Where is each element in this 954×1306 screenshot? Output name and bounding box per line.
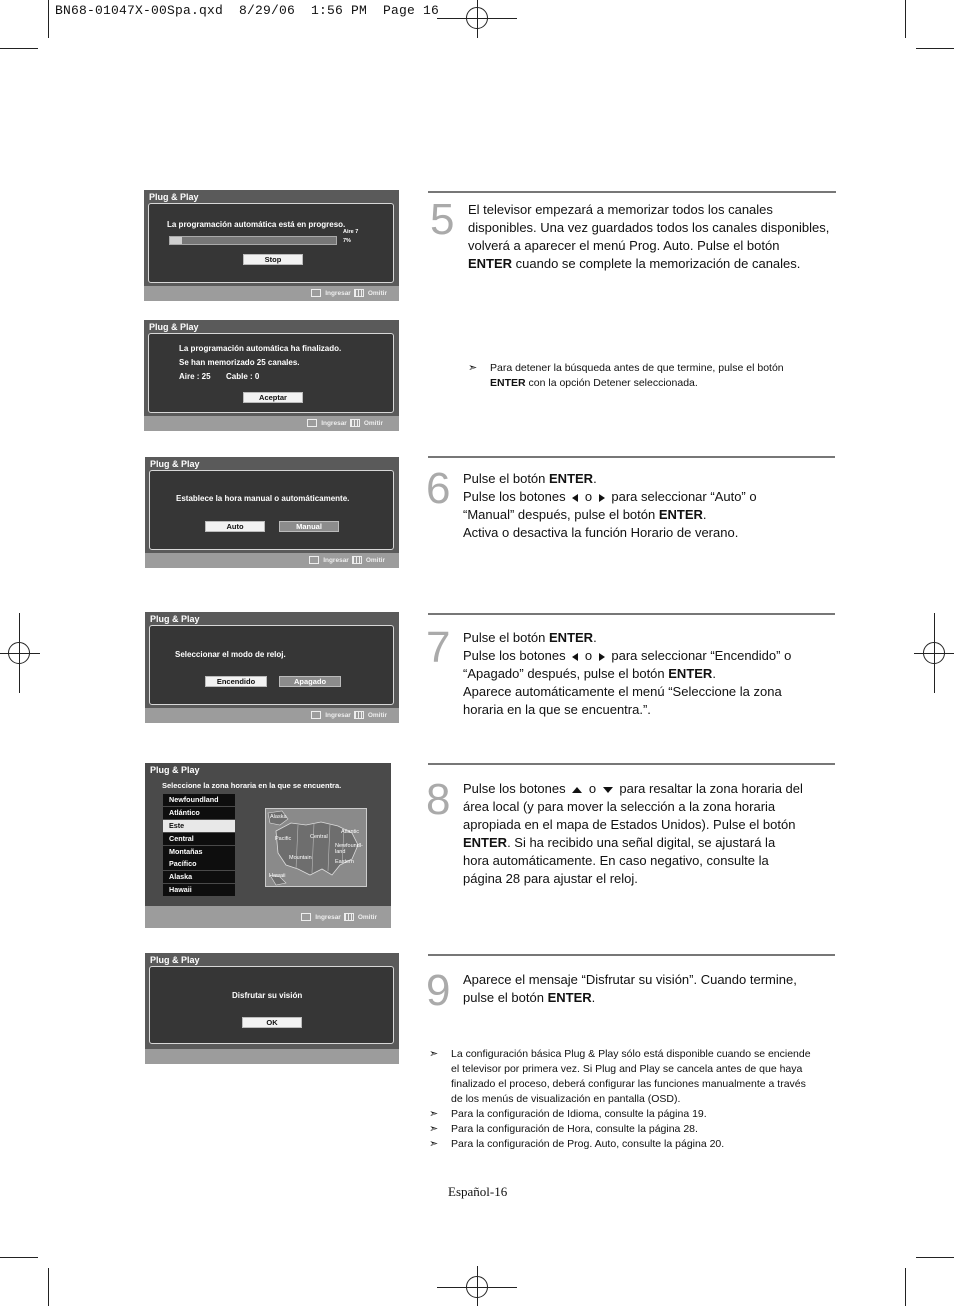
enter-label: Ingresar: [325, 711, 351, 719]
note-arrow-icon: ➣: [468, 362, 478, 374]
enter-icon: [309, 556, 319, 564]
osd-title: Plug & Play: [150, 765, 200, 775]
map-label-pacific: Pacific: [275, 836, 292, 842]
stop-button[interactable]: Stop: [243, 254, 303, 265]
auto-button[interactable]: Auto: [205, 521, 265, 532]
skip-label: Omitir: [357, 913, 377, 921]
timezone-item[interactable]: Atlántico: [163, 807, 235, 819]
right-arrow-icon: [599, 494, 605, 502]
timezone-item[interactable]: Montañas: [163, 846, 235, 858]
menu-icon: [354, 711, 364, 719]
osd-footer: [145, 553, 399, 568]
osd-footer: [145, 906, 391, 928]
ok-button[interactable]: OK: [242, 1017, 302, 1028]
us-timezone-map[interactable]: [265, 808, 367, 887]
note-item: ➣ Para la configuración de Prog. Auto, consulte la página 20.: [429, 1138, 725, 1150]
step9-text: Aparece el mensaje “Disfrutar su visión”. Cuando termine, pulse el botón ENTER.: [463, 972, 797, 1005]
step-number: 5: [430, 195, 455, 244]
manual-button[interactable]: Manual: [279, 521, 339, 532]
up-arrow-icon: [572, 787, 582, 793]
enter-icon: [307, 419, 317, 427]
timezone-item[interactable]: Hawaii: [163, 884, 235, 896]
enter-label: Ingresar: [325, 289, 351, 297]
osd-title: Plug & Play: [150, 955, 200, 965]
note-arrow-icon: ➣: [429, 1048, 439, 1060]
accept-button[interactable]: Aceptar: [243, 392, 303, 403]
osd-title: Plug & Play: [149, 322, 199, 332]
osd-screen-autoprogram-progress: [144, 190, 399, 301]
channel-label: Aire 7: [343, 229, 359, 235]
map-label-eastern: Eastern: [335, 859, 354, 865]
page-number: Español-16: [448, 1184, 508, 1199]
timezone-message: Seleccione la zona horaria en la que se encuentra.: [162, 781, 342, 790]
general-notes: [429, 1047, 839, 1152]
note-item: ➣ Para la configuración de Hora, consulte la página 28.: [429, 1123, 698, 1135]
note-arrow-icon: ➣: [429, 1123, 439, 1135]
cable-count: Cable : 0: [226, 372, 260, 381]
enter-icon: [311, 711, 321, 719]
menu-icon: [344, 913, 354, 921]
step8-text: Pulse los botones o para resaltar la zona horaria del área local (y para mover la selección a la zona horaria apropiada en el mapa de Estados Unidos). Pulse el botón ENTER. Si ha recibido una señal digital, se ajustará la hora automáticamente. En caso negativo, consulte la página 28 para ajustar el reloj.: [463, 781, 803, 886]
menu-icon: [352, 556, 362, 564]
note-item: ➣ Para la configuración de Idioma, consulte la página 19.: [429, 1108, 707, 1120]
menu-icon: [354, 289, 364, 297]
right-arrow-icon: [599, 653, 605, 661]
enter-label: Ingresar: [323, 556, 349, 564]
note-item: ➣ La configuración básica Plug & Play sólo está disponible cuando se enciende el televisor por primera vez. Si Plug and Play se cancela antes de que haya finalizado el proceso, deberá configurar las funciones manualmente a través de los menús de visualización en pantalla (OSD).: [429, 1048, 811, 1105]
finished-line1: La programación automática ha finalizado.: [179, 344, 342, 353]
time-mode-message: Establece la hora manual o automáticamente.: [176, 494, 350, 503]
skip-label: Omitir: [363, 419, 383, 427]
divider-step8: [428, 763, 835, 765]
osd-title: Plug & Play: [150, 459, 200, 469]
map-label-mountain: Mountain: [289, 855, 312, 861]
step5-note: ➣ Para detener la búsqueda antes de que termine, pulse el botón ENTER con la opción Detener seleccionada.: [468, 362, 784, 389]
enjoy-message: Disfrutar su visión: [232, 991, 303, 1000]
left-arrow-icon: [572, 653, 578, 661]
step-number: 8: [426, 775, 451, 824]
percent-label: 7%: [343, 238, 351, 244]
osd-footer: [145, 708, 399, 723]
step-number: 9: [426, 966, 451, 1015]
timezone-item[interactable]: Alaska: [163, 871, 235, 883]
finished-line2: Se han memorizado 25 canales.: [179, 358, 300, 367]
air-count: Aire : 25: [179, 372, 211, 381]
note-arrow-icon: ➣: [429, 1138, 439, 1150]
timezone-item[interactable]: Newfoundland: [163, 794, 235, 806]
map-label-central: Central: [310, 834, 328, 840]
osd-screen-clock-mode: [145, 612, 399, 723]
timezone-list: [163, 794, 235, 897]
osd-title: Plug & Play: [149, 192, 199, 202]
osd-screen-time-mode: [145, 457, 399, 568]
enter-icon: [311, 289, 321, 297]
enter-label: Ingresar: [315, 913, 341, 921]
map-label-alaska: Alaska: [270, 814, 287, 820]
skip-label: Omitir: [367, 289, 387, 297]
divider-step9: [428, 954, 835, 956]
timezone-item[interactable]: Este: [163, 820, 235, 832]
off-button[interactable]: Apagado: [279, 676, 341, 687]
step-number: 7: [426, 623, 451, 672]
left-arrow-icon: [572, 494, 578, 502]
osd-footer: [145, 1049, 399, 1064]
osd-title: Plug & Play: [150, 614, 200, 624]
divider-step5: [428, 191, 836, 193]
timezone-item[interactable]: Central: [163, 833, 235, 845]
map-label-atlantic: Atlantic: [341, 829, 360, 835]
down-arrow-icon: [603, 787, 613, 793]
divider-step7: [428, 613, 835, 615]
osd-footer: [144, 286, 399, 301]
note-arrow-icon: ➣: [429, 1108, 439, 1120]
divider-step6: [428, 456, 835, 458]
osd-screen-enjoy: [145, 953, 399, 1064]
step5-text: El televisor empezará a memorizar todos los canales disponibles. Una vez guardados todos los canales disponibles, volverá a aparecer el menú Prog. Auto. Pulse el botón ENTER cuando se complete la memorización de canales.: [468, 202, 830, 271]
progress-message: La programación automática está en progreso.: [167, 220, 346, 229]
clock-mode-message: Seleccionar el modo de reloj.: [175, 650, 286, 659]
map-label-hawaii: Hawaii: [269, 873, 286, 879]
osd-screen-autoprogram-finished: [144, 320, 399, 431]
menu-icon: [350, 419, 360, 427]
progress-bar: [169, 236, 337, 245]
map-label-newfoundland: Newfoundl- land: [335, 843, 363, 855]
osd-screen-timezone: [145, 763, 391, 928]
progress-bar-fill: [170, 237, 182, 244]
enter-icon: [301, 913, 311, 921]
osd-footer: [144, 416, 399, 431]
skip-label: Omitir: [367, 711, 387, 719]
step7-text: Pulse el botón ENTER. Pulse los botones o para seleccionar “Encendido” o “Apagado” después, pulse el botón ENTER. Aparece automáticamente el menú “Seleccione la zona horaria en la que se encuentra.”.: [463, 630, 792, 717]
print-slug: BN68-01047X-00Spa.qxd 8/29/06 1:56 PM Page 16: [55, 3, 440, 18]
on-button[interactable]: Encendido: [205, 676, 267, 687]
skip-label: Omitir: [365, 556, 385, 564]
enter-label: Ingresar: [321, 419, 347, 427]
timezone-item[interactable]: Pacífico: [163, 858, 235, 870]
step6-text: Pulse el botón ENTER. Pulse los botones o para seleccionar “Auto” o “Manual” después, pulse el botón ENTER. Activa o desactiva la función Horario de verano.: [463, 471, 757, 540]
step-number: 6: [426, 464, 451, 513]
